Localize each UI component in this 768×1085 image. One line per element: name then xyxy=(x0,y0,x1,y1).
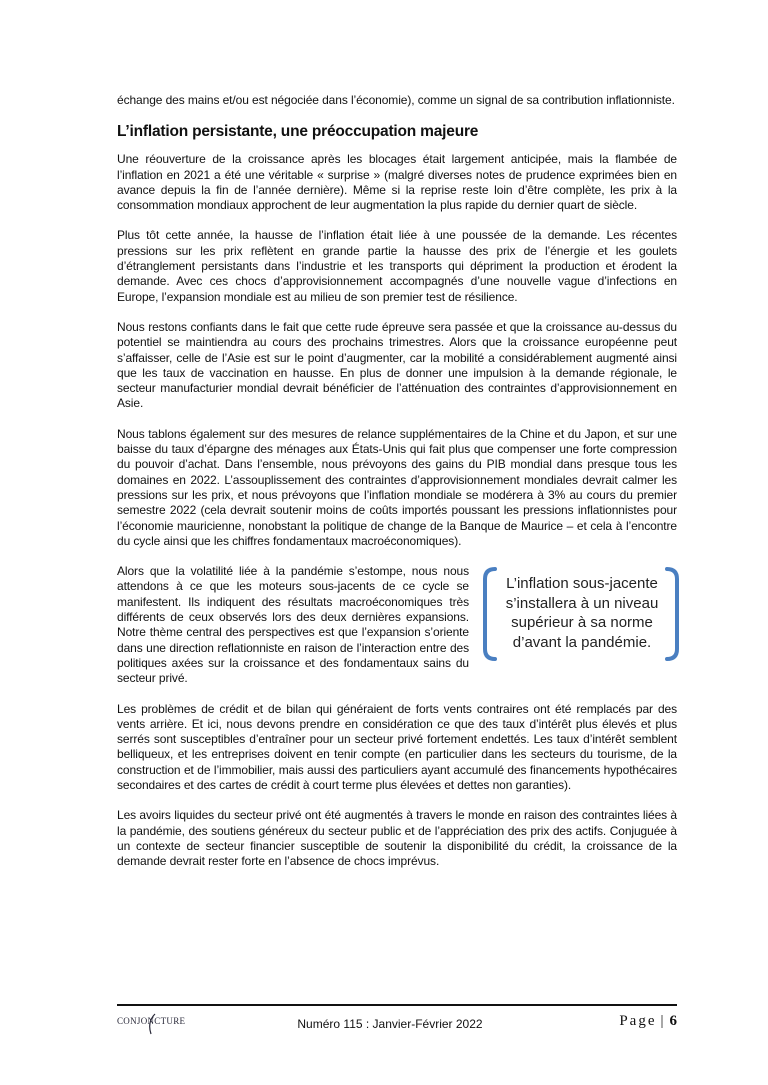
article-body xyxy=(117,93,677,884)
paragraph: Une réouverture de la croissance après les blocages était largement anticipée, mais la flambée de l’inflation en 2021 a été une véritable « surprise » (malgré diverses notes de prudence exprimées bien en avance depuis la fin de l’année dernière). Même si la reprise reste loin d’être complète, les prix à la consommation mondiaux approchent de leur augmentation la plus rapide du dernier quart de siècle. xyxy=(117,152,677,213)
paragraph: Les avoirs liquides du secteur privé ont été augmentés à travers le monde en raison des contraintes liées à la pandémie, des soutiens généreux du secteur public et de l’appréciation des prix des actifs. Conjuguée à un contexte de secteur financier susceptible de soutenir la disponibilité du crédit, la croissance de la demande devrait rester forte en l’absence de chocs imprévus. xyxy=(117,808,677,869)
paragraph: Nous tablons également sur des mesures de relance supplémentaires de la Chine et du Japon, et sur une baisse du taux d’épargne des ménages aux États-Unis qui fait plus que compenser une forte compression du pouvoir d’achat. Dans l’ensemble, nous prévoyons des gains du PIB mondial dans presque tous les domaines en 2022. L’assouplissement des contraintes d’approvisionnement mondiales devrait calmer les pressions sur les prix, et nous prévoyons que l’inflation mondiale se modérera à 3% au cours du premier semestre 2022 (cela devrait soutenir moins de coûts importés poussant les pressions inflationnistes pour l’économie mauricienne, nonobstant la politique de change de la Banque de Maurice – et cela à l’encontre du cycle ainsi que les chiffres fondamentaux macroéconomiques). xyxy=(117,426,677,548)
issue-label: Numéro 115 : Janvier-Février 2022 xyxy=(297,1017,483,1031)
paragraph: Plus tôt cette année, la hausse de l’inflation était liée à une poussée de la demande. Les récentes pressions sur les prix reflètent en grande partie la hausse des prix de l’énergie et les goulets d’étranglement persistants dans l’industrie et les transports qui dépriment la production et érodent la demande. Avec ces chocs d’approvisionnement accompagnés d’une nouvelle vague d’infections en Europe, l’expansion mondiale est au milieu de son premier test de résilience. xyxy=(117,228,677,304)
pull-quote-text: L’inflation sous-jacente s’installera à un niveau supérieur à sa norme d’avant la pandémie. xyxy=(505,575,659,651)
conjoncture-logo-icon xyxy=(117,1012,197,1036)
page-separator: | xyxy=(660,1013,666,1029)
paragraph-continued: échange des mains et/ou est négociée dans l’économie), comme un signal de sa contribution inflationniste. xyxy=(117,93,675,107)
paragraph: Nous restons confiants dans le fait que cette rude épreuve sera passée et que la croissance au-dessus du potentiel se maintiendra au cours des prochains trimestres. Alors que la croissance européenne peut s’affaisser, celle de l’Asie est sur le point d’augmenter, car la mobilité a considérablement augmenté ainsi que les taux de vaccination en hausse. En plus de donner une impulsion à la demande régionale, le secteur manufacturier mondial devrait bénéficier de l’atténuation des contraintes d’approvisionnement en Asie. xyxy=(117,319,677,411)
page-number xyxy=(600,1013,677,1030)
pull-quote-box xyxy=(481,566,681,662)
page-number-value: 6 xyxy=(669,1013,677,1029)
paragraph: Les problèmes de crédit et de bilan qui généraient de forts vents contraires ont été remplacés par des vents arrière. Et ici, nous devons prendre en considération ce que des taux d’intérêt plus élevés et plus serrés sont susceptibles d’entraîner pour un secteur privé fortement endettés. Les taux d’intérêt semblent belliqueux, et les entreprises doivent en tenir compte (en particulier dans les secteurs du tourisme, de la construction et de l’immobilier, mais aussi des particuliers ayant accumulé des financements hypothécaires secondaires et des cartes de crédit à court terme plus élevées et dettes non garanties). xyxy=(117,701,677,792)
section-heading: L’inflation persistante, une préoccupation majeure xyxy=(117,123,479,141)
paragraph: Alors que la volatilité liée à la pandémie s’estompe, nous nous attendons à ce que les moteurs sous-jacents de ce cycle se manifestent. Ils indiquent des résultats macroéconomiques très différents de ceux observés lors des deux dernières expansions. Notre thème central des perspectives est que l’expansion s’oriente dans une direction reflationniste en raison de l’interaction entre des politiques axées sur la croissance et des fondamentaux sains du secteur privé. xyxy=(117,564,469,686)
footer-divider xyxy=(117,1004,677,1006)
logo-text: CONJONCTURE xyxy=(117,1016,186,1026)
page-label: Page xyxy=(619,1013,657,1029)
